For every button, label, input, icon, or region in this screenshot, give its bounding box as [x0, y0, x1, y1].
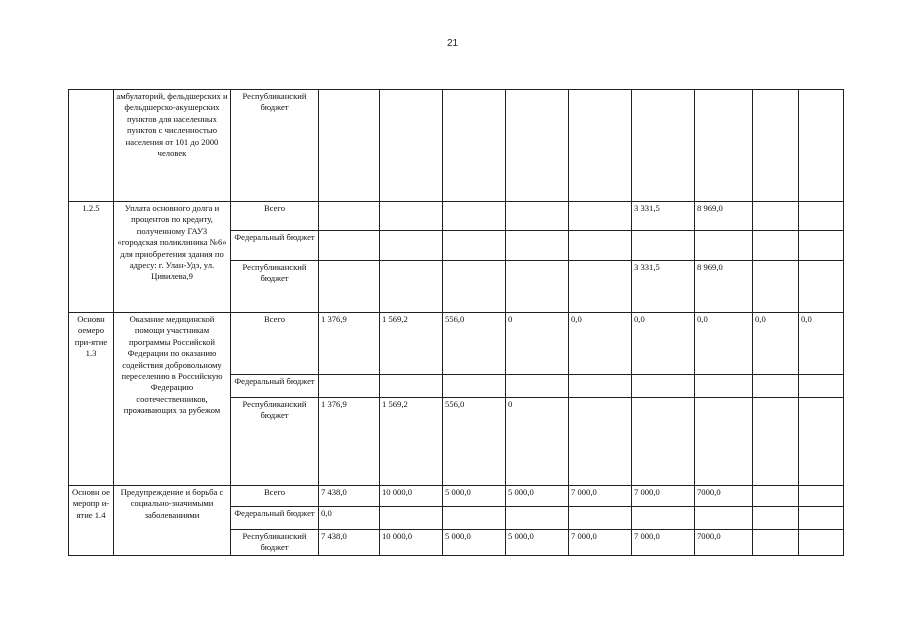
value-cell: 0,0 — [569, 313, 632, 375]
value-cell: 5 000,0 — [443, 486, 506, 507]
value-cell — [319, 90, 380, 202]
value-cell — [632, 231, 695, 261]
table-row — [69, 313, 844, 375]
value-cell — [632, 375, 695, 398]
value-cell — [380, 90, 443, 202]
source-label: Республиканский бюджет — [231, 398, 319, 486]
value-cell — [380, 375, 443, 398]
value-cell — [380, 202, 443, 231]
event-code: Основн ое меропр и-ятие 1.4 — [69, 486, 114, 556]
value-cell — [506, 90, 569, 202]
value-cell — [799, 231, 844, 261]
value-cell — [506, 507, 569, 530]
value-cell: 10 000,0 — [380, 486, 443, 507]
value-cell — [753, 375, 799, 398]
value-cell: 1 376,9 — [319, 398, 380, 486]
event-name-cell: Оказание медицинской помощи участникам программы Российской Федерации по оказанию содействия добровольному переселению в Российскую Федерацию соотечественников, проживающих за рубежом — [114, 313, 231, 486]
value-cell: 8 969,0 — [695, 202, 753, 231]
value-cell — [569, 261, 632, 313]
value-cell: 0 — [506, 398, 569, 486]
table-row — [69, 486, 844, 507]
event-code: 1.2.5 — [69, 202, 114, 313]
event-name-cell: Уплата основного долга и процентов по кредиту, полученному ГАУЗ «городская поликлиника №6» для приобретения здания по адресу: г. Улан-Удэ, ул. Цивилева,9 — [114, 202, 231, 313]
value-cell — [569, 507, 632, 530]
code-cell — [69, 90, 114, 202]
value-cell — [799, 202, 844, 231]
value-cell — [380, 231, 443, 261]
value-cell — [695, 90, 753, 202]
value-cell: 3 331,5 — [632, 261, 695, 313]
value-cell — [443, 507, 506, 530]
value-cell — [569, 398, 632, 486]
value-cell: 0,0 — [799, 313, 844, 375]
source-label: Федеральный бюджет — [231, 231, 319, 261]
value-cell: 0,0 — [319, 507, 380, 530]
value-cell — [799, 261, 844, 313]
value-cell: 556,0 — [443, 313, 506, 375]
value-cell — [799, 507, 844, 530]
value-cell: 0,0 — [632, 313, 695, 375]
value-cell: 5 000,0 — [506, 486, 569, 507]
value-cell: 8 969,0 — [695, 261, 753, 313]
source-label: Республиканский бюджет — [231, 530, 319, 556]
value-cell: 7 000,0 — [569, 486, 632, 507]
value-cell — [443, 231, 506, 261]
value-cell — [799, 375, 844, 398]
value-cell: 0,0 — [753, 313, 799, 375]
event-code: Основн оемеро при-ятие 1.3 — [69, 313, 114, 486]
page-number: 21 — [446, 38, 459, 49]
value-cell — [753, 90, 799, 202]
source-label: Федеральный бюджет — [231, 507, 319, 530]
value-cell — [632, 90, 695, 202]
value-cell — [443, 202, 506, 231]
source-label: Республиканский бюджет — [231, 261, 319, 313]
value-cell — [319, 261, 380, 313]
value-cell — [753, 530, 799, 556]
value-cell — [380, 507, 443, 530]
source-label: Всего — [231, 313, 319, 375]
value-cell — [319, 231, 380, 261]
value-cell — [753, 261, 799, 313]
value-cell — [799, 530, 844, 556]
budget-table — [68, 89, 844, 556]
value-cell: 3 331,5 — [632, 202, 695, 231]
value-cell: 7 438,0 — [319, 486, 380, 507]
value-cell — [506, 231, 569, 261]
value-cell — [569, 202, 632, 231]
value-cell — [506, 375, 569, 398]
value-cell — [753, 398, 799, 486]
value-cell: 556,0 — [443, 398, 506, 486]
event-name-cell: Предупреждение и борьба с социально-значимыми заболеваниями — [114, 486, 231, 556]
value-cell — [753, 202, 799, 231]
value-cell — [443, 261, 506, 313]
value-cell: 10 000,0 — [380, 530, 443, 556]
value-cell: 7000,0 — [695, 530, 753, 556]
value-cell: 5 000,0 — [443, 530, 506, 556]
value-cell — [632, 398, 695, 486]
table-row — [69, 202, 844, 231]
value-cell — [569, 90, 632, 202]
value-cell — [569, 231, 632, 261]
value-cell — [632, 507, 695, 530]
value-cell — [695, 507, 753, 530]
event-name-cell: амбулаторий, фельдшерских и фельдшерско-акушерских пунктов для населенных пунктов с численностью населения от 101 до 2000 человек — [114, 90, 231, 202]
value-cell — [753, 486, 799, 507]
value-cell: 7 438,0 — [319, 530, 380, 556]
value-cell: 1 376,9 — [319, 313, 380, 375]
value-cell: 7 000,0 — [632, 530, 695, 556]
value-cell: 1 569,2 — [380, 313, 443, 375]
value-cell — [380, 261, 443, 313]
value-cell: 7000,0 — [695, 486, 753, 507]
value-cell — [799, 486, 844, 507]
value-cell — [695, 231, 753, 261]
value-cell: 0 — [506, 313, 569, 375]
source-label: Всего — [231, 202, 319, 231]
value-cell — [695, 398, 753, 486]
source-label: Республиканский бюджет — [231, 90, 319, 202]
value-cell — [753, 231, 799, 261]
value-cell — [753, 507, 799, 530]
value-cell — [569, 375, 632, 398]
value-cell: 7 000,0 — [632, 486, 695, 507]
value-cell: 7 000,0 — [569, 530, 632, 556]
value-cell — [443, 375, 506, 398]
value-cell: 1 569,2 — [380, 398, 443, 486]
source-label: Всего — [231, 486, 319, 507]
value-cell — [695, 375, 753, 398]
value-cell: 0,0 — [695, 313, 753, 375]
table-row — [69, 90, 844, 202]
value-cell — [799, 90, 844, 202]
value-cell — [506, 202, 569, 231]
value-cell — [319, 375, 380, 398]
value-cell: 5 000,0 — [506, 530, 569, 556]
value-cell — [319, 202, 380, 231]
source-label: Федеральный бюджет — [231, 375, 319, 398]
value-cell — [799, 398, 844, 486]
value-cell — [443, 90, 506, 202]
value-cell — [506, 261, 569, 313]
